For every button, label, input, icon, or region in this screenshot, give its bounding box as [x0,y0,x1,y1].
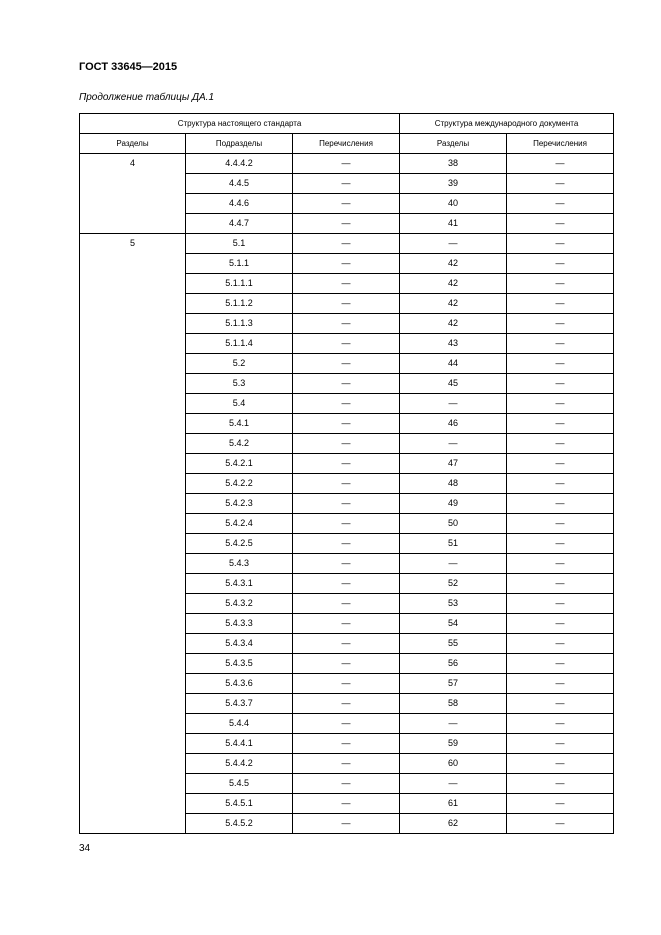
subsection-cell: 5.4.3.1 [186,574,293,594]
intl-enumeration-cell: — [507,254,614,274]
intl-section-cell: — [400,714,507,734]
enumeration-cell: — [293,774,400,794]
intl-enumeration-cell: — [507,154,614,174]
intl-enumeration-cell: — [507,334,614,354]
enumeration-cell: — [293,334,400,354]
subsection-cell: 5.4.3.7 [186,694,293,714]
intl-section-cell: 52 [400,574,507,594]
enumeration-cell: — [293,274,400,294]
table-row [80,154,614,174]
intl-section-cell: 53 [400,594,507,614]
subsection-cell: 5.4.2.5 [186,534,293,554]
intl-section-cell: 56 [400,654,507,674]
intl-enumeration-cell: — [507,654,614,674]
enumeration-cell: — [293,534,400,554]
enumeration-cell: — [293,434,400,454]
intl-section-cell: 57 [400,674,507,694]
subsection-cell: 4.4.6 [186,194,293,214]
subsection-cell: 5.1.1.2 [186,294,293,314]
intl-enumeration-cell: — [507,434,614,454]
intl-section-cell: — [400,434,507,454]
intl-enumeration-cell: — [507,294,614,314]
intl-section-cell: 51 [400,534,507,554]
intl-enumeration-cell: — [507,774,614,794]
intl-section-cell: 43 [400,334,507,354]
enumeration-cell: — [293,754,400,774]
subsection-cell: 4.4.5 [186,174,293,194]
subsection-cell: 5.4.2.4 [186,514,293,534]
intl-enumeration-cell: — [507,274,614,294]
intl-enumeration-cell: — [507,614,614,634]
intl-section-cell: 50 [400,514,507,534]
enumeration-cell: — [293,574,400,594]
enumeration-cell: — [293,674,400,694]
intl-enumeration-cell: — [507,314,614,334]
subsection-cell: 5.4.4.2 [186,754,293,774]
enumeration-cell: — [293,414,400,434]
enumeration-cell: — [293,294,400,314]
enumeration-cell: — [293,594,400,614]
enumeration-cell: — [293,694,400,714]
intl-enumeration-cell: — [507,194,614,214]
document-title: ГОСТ 33645—2015 [79,61,178,73]
subsection-cell: 5.4.2 [186,434,293,454]
enumeration-cell: — [293,634,400,654]
intl-section-cell: 55 [400,634,507,654]
intl-section-cell: 39 [400,174,507,194]
enumeration-cell: — [293,254,400,274]
intl-section-cell: 40 [400,194,507,214]
enumeration-cell: — [293,514,400,534]
enumeration-cell: — [293,374,400,394]
intl-section-cell: 49 [400,494,507,514]
subsection-cell: 5.4.3.6 [186,674,293,694]
intl-section-cell: 38 [400,154,507,174]
subsection-cell: 5.1.1 [186,254,293,274]
intl-enumeration-cell: — [507,734,614,754]
subsection-cell: 5.4.4 [186,714,293,734]
intl-enumeration-cell: — [507,814,614,834]
intl-section-cell: 42 [400,274,507,294]
intl-section-cell: 60 [400,754,507,774]
subsection-cell: 5.4.5.1 [186,794,293,814]
subsection-cell: 5.4.2.3 [186,494,293,514]
page-number: 34 [79,843,91,854]
subsection-cell: 5.4.3 [186,554,293,574]
intl-enumeration-cell: — [507,474,614,494]
intl-section-cell: — [400,774,507,794]
subsection-cell: 5.1.1.1 [186,274,293,294]
intl-enumeration-cell: — [507,354,614,374]
intl-section-cell: 42 [400,294,507,314]
intl-enumeration-cell: — [507,214,614,234]
intl-enumeration-cell: — [507,174,614,194]
subsection-cell: 5.4 [186,394,293,414]
intl-section-cell: 47 [400,454,507,474]
enumeration-cell: — [293,394,400,414]
column-header: Разделы [80,134,186,154]
intl-section-cell: — [400,554,507,574]
subsection-cell: 4.4.4.2 [186,154,293,174]
subsection-cell: 5.4.3.5 [186,654,293,674]
intl-enumeration-cell: — [507,554,614,574]
section-cell: 5 [80,234,186,834]
enumeration-cell: — [293,314,400,334]
column-header: Разделы [400,134,507,154]
subsection-cell: 5.4.5 [186,774,293,794]
intl-section-cell: — [400,234,507,254]
enumeration-cell: — [293,494,400,514]
enumeration-cell: — [293,654,400,674]
column-header: Перечисления [293,134,400,154]
intl-section-cell: 62 [400,814,507,834]
enumeration-cell: — [293,454,400,474]
enumeration-cell: — [293,154,400,174]
subsection-cell: 4.4.7 [186,214,293,234]
enumeration-cell: — [293,614,400,634]
column-header: Перечисления [507,134,614,154]
enumeration-cell: — [293,194,400,214]
intl-enumeration-cell: — [507,754,614,774]
intl-enumeration-cell: — [507,374,614,394]
intl-section-cell: 58 [400,694,507,714]
intl-enumeration-cell: — [507,574,614,594]
group-header-international: Структура международного документа [400,114,614,134]
subsection-cell: 5.4.3.2 [186,594,293,614]
intl-enumeration-cell: — [507,494,614,514]
enumeration-cell: — [293,234,400,254]
intl-enumeration-cell: — [507,414,614,434]
intl-enumeration-cell: — [507,234,614,254]
intl-section-cell: 44 [400,354,507,374]
subsection-cell: 5.3 [186,374,293,394]
subsection-cell: 5.4.1 [186,414,293,434]
intl-enumeration-cell: — [507,674,614,694]
subsection-cell: 5.4.2.2 [186,474,293,494]
enumeration-cell: — [293,214,400,234]
enumeration-cell: — [293,734,400,754]
enumeration-cell: — [293,794,400,814]
intl-section-cell: 61 [400,794,507,814]
table-body [80,154,614,834]
subsection-cell: 5.4.2.1 [186,454,293,474]
section-cell: 4 [80,154,186,234]
subsection-cell: 5.4.4.1 [186,734,293,754]
subsection-cell: 5.1 [186,234,293,254]
intl-section-cell: — [400,394,507,414]
subsection-cell: 5.4.5.2 [186,814,293,834]
enumeration-cell: — [293,714,400,734]
intl-enumeration-cell: — [507,794,614,814]
intl-enumeration-cell: — [507,714,614,734]
group-header-row [80,114,614,134]
table-row [80,234,614,254]
intl-section-cell: 41 [400,214,507,234]
enumeration-cell: — [293,474,400,494]
intl-section-cell: 48 [400,474,507,494]
intl-section-cell: 45 [400,374,507,394]
table-caption: Продолжение таблицы ДА.1 [79,92,215,103]
correspondence-table [79,113,614,834]
intl-section-cell: 59 [400,734,507,754]
intl-section-cell: 46 [400,414,507,434]
intl-enumeration-cell: — [507,534,614,554]
subsection-cell: 5.2 [186,354,293,374]
intl-section-cell: 54 [400,614,507,634]
intl-enumeration-cell: — [507,514,614,534]
enumeration-cell: — [293,814,400,834]
intl-enumeration-cell: — [507,394,614,414]
enumeration-cell: — [293,554,400,574]
intl-enumeration-cell: — [507,694,614,714]
subsection-cell: 5.4.3.3 [186,614,293,634]
intl-section-cell: 42 [400,254,507,274]
column-header-row [80,134,614,154]
subsection-cell: 5.1.1.4 [186,334,293,354]
column-header: Подразделы [186,134,293,154]
subsection-cell: 5.1.1.3 [186,314,293,334]
intl-enumeration-cell: — [507,594,614,614]
enumeration-cell: — [293,354,400,374]
group-header-national: Структура настоящего стандарта [80,114,400,134]
enumeration-cell: — [293,174,400,194]
intl-enumeration-cell: — [507,634,614,654]
intl-section-cell: 42 [400,314,507,334]
intl-enumeration-cell: — [507,454,614,474]
subsection-cell: 5.4.3.4 [186,634,293,654]
